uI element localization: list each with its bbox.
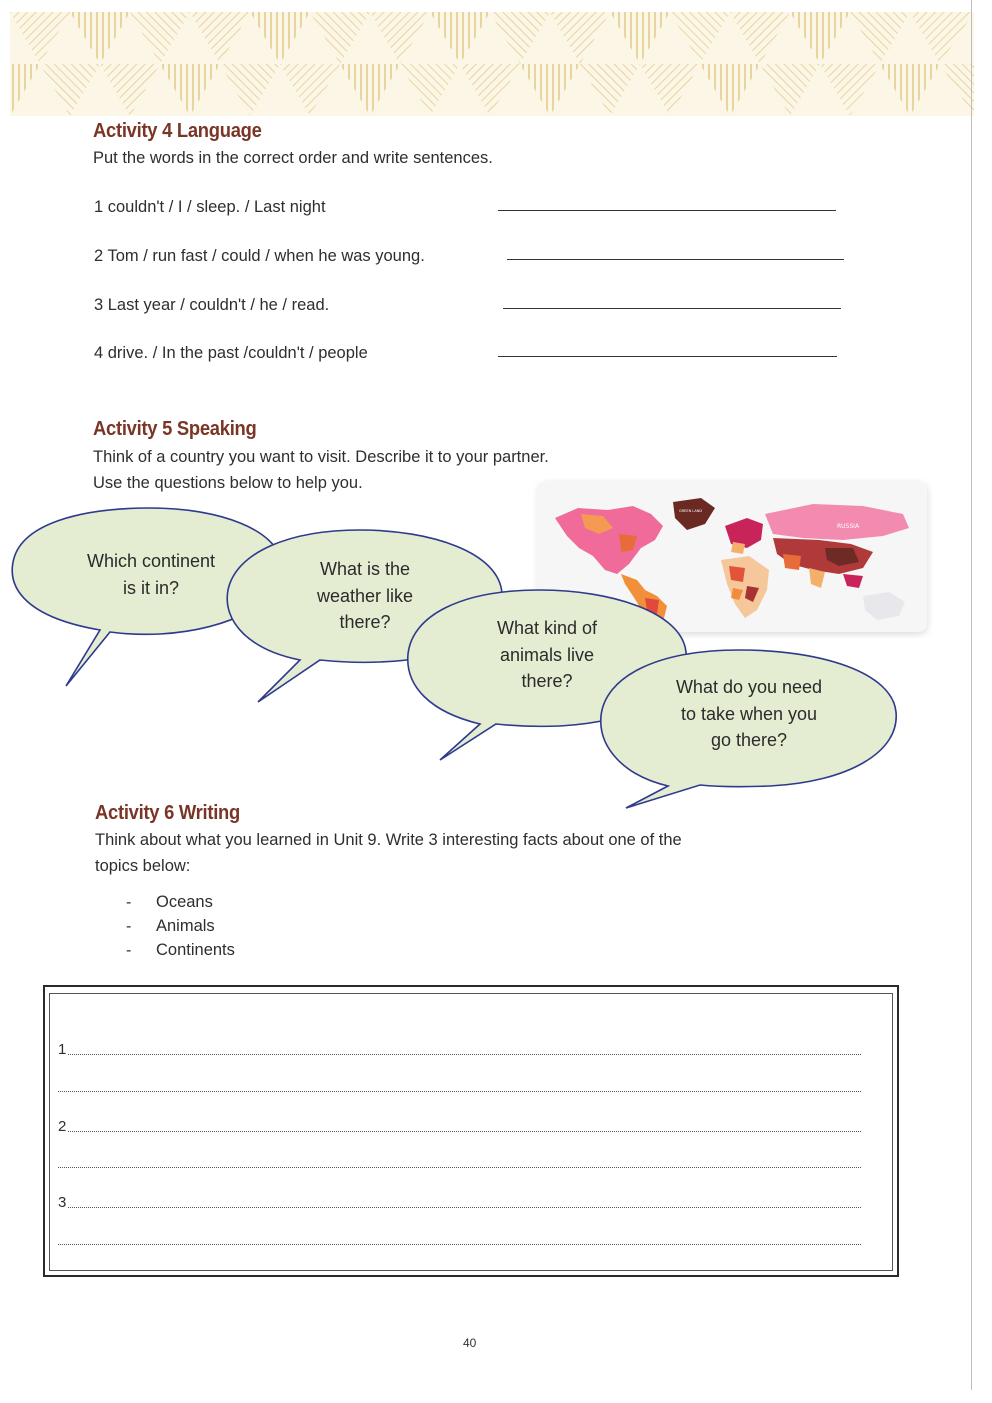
writing-line-number-3: 3 — [58, 1194, 67, 1211]
writing-line-3a[interactable] — [68, 1207, 861, 1208]
bubble-text-take: What do you need to take when you go there? — [675, 677, 823, 750]
answer-line-1[interactable] — [498, 210, 836, 211]
topic-bullet: - — [126, 918, 132, 935]
sentence-item-3: 3 Last year / couldn't / he / read. — [94, 296, 330, 314]
topic-bullet: - — [126, 894, 132, 911]
writing-line-2a[interactable] — [68, 1131, 861, 1132]
writing-line-1b[interactable] — [58, 1091, 861, 1092]
page-number: 40 — [463, 1336, 477, 1350]
writing-line-number-1: 1 — [58, 1041, 67, 1058]
activity-5-heading: Activity 5 Speaking — [93, 418, 257, 440]
map-label-greenland: GREEN LAND — [679, 509, 703, 513]
sentence-item-1: 1 couldn't / I / sleep. / Last night — [94, 198, 326, 216]
topic-item-oceans: Oceans — [156, 893, 213, 911]
decorative-header-banner — [10, 12, 974, 116]
topic-bullet: - — [126, 942, 132, 959]
activity-4-instruction: Put the words in the correct order and write sentences. — [93, 149, 493, 167]
answer-line-2[interactable] — [507, 259, 844, 260]
bubble-text-weather: What is the weather like there? — [316, 559, 414, 632]
activity-6-instruction-line1: Think about what you learned in Unit 9. Write 3 interesting facts about one of the — [95, 831, 682, 849]
answer-line-4[interactable] — [498, 356, 837, 357]
page-edge-divider — [971, 0, 972, 1390]
activity-4-heading: Activity 4 Language — [93, 120, 262, 142]
activity-5-instruction-line2: Use the questions below to help you. — [93, 474, 363, 492]
topic-item-continents: Continents — [156, 941, 235, 959]
sentence-item-2: 2 Tom / run fast / could / when he was young. — [94, 247, 425, 265]
bubble-text-continent: Which continent is it in? — [86, 551, 216, 598]
answer-line-3[interactable] — [503, 308, 841, 309]
activity-6-heading: Activity 6 Writing — [95, 802, 240, 824]
sentence-item-4: 4 drive. / In the past /couldn't / people — [94, 344, 368, 362]
bubble-text-animals: What kind of animals live there? — [496, 618, 598, 691]
writing-line-3b[interactable] — [58, 1244, 861, 1245]
writing-line-2b[interactable] — [58, 1167, 861, 1168]
map-label-russia: RUSSIA — [837, 523, 860, 530]
activity-5-instruction-line1: Think of a country you want to visit. Describe it to your partner. — [93, 448, 549, 466]
topic-item-animals: Animals — [156, 917, 215, 935]
writing-line-number-2: 2 — [58, 1118, 67, 1135]
writing-box-inner-frame — [49, 993, 893, 1271]
activity-6-instruction-line2: topics below: — [95, 857, 191, 875]
writing-line-1a[interactable] — [68, 1054, 861, 1055]
